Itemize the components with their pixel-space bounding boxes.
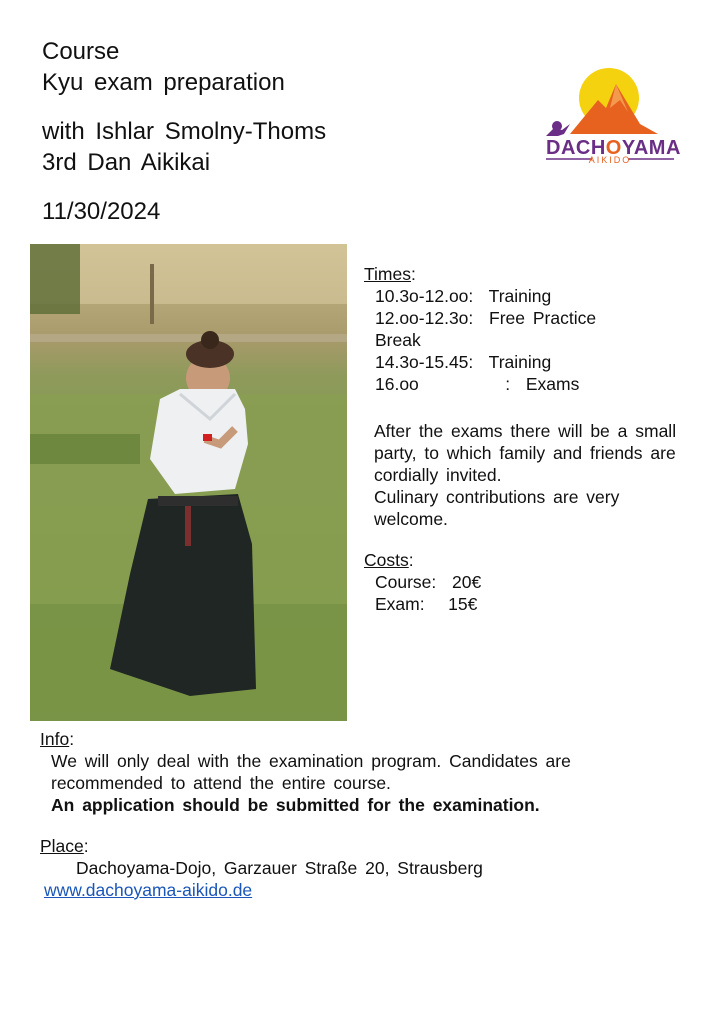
place-heading-row: Place: [40,836,89,856]
info-text-line: We will only deal with the examination program. Candidates are [51,751,571,771]
costs-heading: Costs [364,550,409,570]
instructor-rank: 3rd Dan Aikikai [42,149,211,176]
party-text-line: welcome. [374,509,448,529]
schedule-item: 16.oo : Exams [375,374,580,394]
svg-text:DACHOYAMA: DACHOYAMA [546,137,680,159]
schedule-item: 12.oo-12.3o: Free Practice [375,308,597,328]
instructor-photo [30,244,347,721]
logo-graphic [540,64,680,168]
event-date: 11/30/2024 [42,198,161,225]
place-heading: Place [40,836,84,856]
info-heading: Info [40,729,70,749]
course-title: Course [42,38,120,65]
schedule-item: 10.3o-12.oo: Training [375,286,552,306]
party-text-line: party, to which family and friends are [374,443,676,463]
party-text-line: Culinary contributions are very [374,487,620,507]
party-text-line: cordially invited. [374,465,502,485]
logo-subtitle: AIKIDO [588,155,632,165]
schedule-item: Break [375,330,421,350]
info-application-note: An application should be submitted for the examination. [51,795,540,815]
dachoyama-logo [540,64,680,168]
place-address: Dachoyama-Dojo, Garzauer Straße 20, Strausberg [76,858,483,878]
website-link[interactable]: www.dachoyama-aikido.de [44,880,253,900]
costs-heading-row: Costs: [364,550,414,570]
instructor-name: with Ishlar Smolny-Thoms [42,118,327,145]
info-text-line: recommended to attend the entire course. [51,773,391,793]
cost-item: Exam: 15€ [375,594,478,614]
info-heading-row: Info: [40,729,75,749]
cost-item: Course: 20€ [375,572,482,592]
party-text-line: After the exams there will be a small [374,421,677,441]
course-subtitle: Kyu exam preparation [42,69,285,96]
schedule-item: 14.3o-15.45: Training [375,352,552,372]
times-heading: Times [364,264,411,284]
times-heading-row: Times: [364,264,416,284]
